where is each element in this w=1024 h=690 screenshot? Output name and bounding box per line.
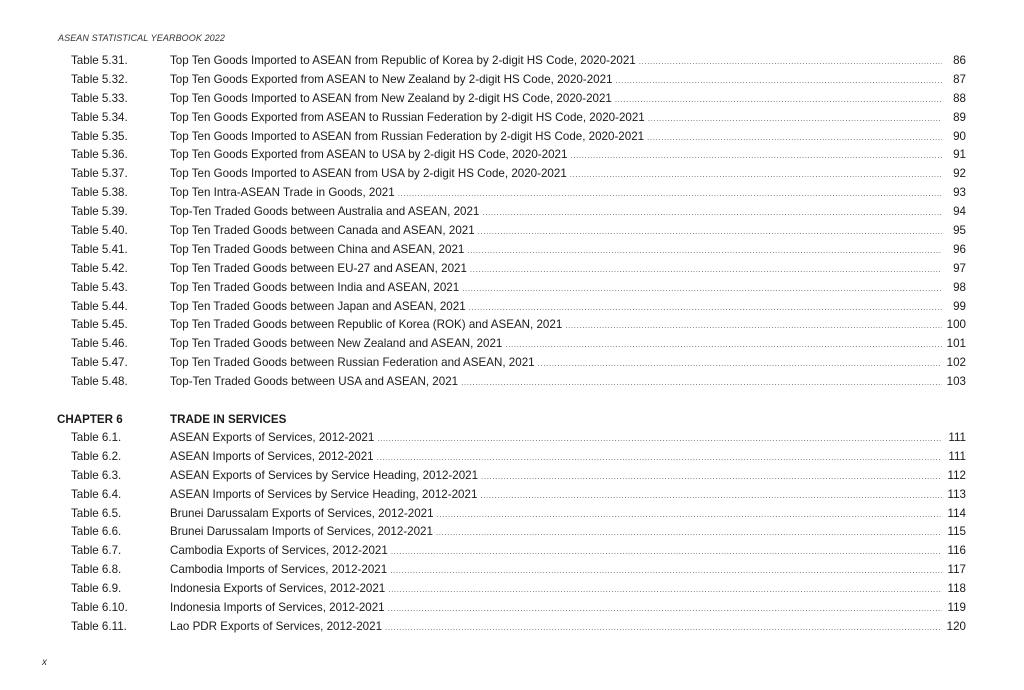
dot-leader: [436, 524, 942, 543]
table-title: Top Ten Traded Goods between Canada and ASEAN, 2021: [170, 224, 475, 238]
toc-entry[interactable]: [0, 279, 1024, 298]
table-title: Indonesia Exports of Services, 2012-2021: [170, 582, 386, 596]
dot-leader: [647, 129, 942, 148]
table-number: Table 5.33.: [71, 91, 128, 105]
dot-leader: [385, 619, 942, 638]
table-title: Top Ten Traded Goods between India and ASEAN, 2021: [170, 280, 460, 294]
table-number: Table 5.41.: [71, 242, 128, 256]
dot-leader: [437, 506, 942, 525]
table-title: Cambodia Imports of Services, 2012-2021: [170, 563, 388, 577]
table-number: Table 5.32.: [71, 72, 128, 86]
toc-entry[interactable]: [0, 203, 1024, 222]
table-title: Top Ten Traded Goods between China and ASEAN, 2021: [170, 242, 465, 256]
table-number: Table 5.37.: [71, 167, 128, 181]
page-ref: 111: [948, 449, 966, 463]
table-number: Table 5.34.: [71, 110, 128, 124]
toc-entry[interactable]: [0, 467, 1024, 486]
toc-entry[interactable]: [0, 580, 1024, 599]
dot-leader: [390, 562, 942, 581]
table-title: Top Ten Goods Exported from ASEAN to Russian Federation by 2-digit HS Code, 2020-2021: [170, 110, 645, 124]
table-number: Table 6.1.: [71, 431, 122, 445]
dot-leader: [505, 336, 942, 355]
toc-entry[interactable]: [0, 429, 1024, 448]
toc-entry[interactable]: [0, 165, 1024, 184]
chapter-spacer: [0, 392, 1024, 410]
table-number: Table 6.4.: [71, 487, 122, 501]
table-number: Table 5.48.: [71, 375, 128, 389]
dot-leader: [615, 91, 942, 110]
table-number: Table 5.38.: [71, 186, 128, 200]
page-ref: 117: [947, 563, 966, 577]
toc-entry[interactable]: [0, 486, 1024, 505]
table-title: ASEAN Exports of Services, 2012-2021: [170, 431, 375, 445]
toc-entry[interactable]: [0, 618, 1024, 637]
toc-entry[interactable]: [0, 241, 1024, 260]
page-ref: 99: [953, 299, 966, 313]
table-title: Top Ten Traded Goods between Russian Federation and ASEAN, 2021: [170, 356, 535, 370]
dot-leader: [481, 468, 942, 487]
table-number: Table 5.36.: [71, 148, 128, 162]
toc-entry[interactable]: [0, 71, 1024, 90]
table-number: Table 5.43.: [71, 280, 128, 294]
table-title: Top Ten Traded Goods between Japan and ASEAN, 2021: [170, 299, 466, 313]
page-ref: 91: [953, 148, 966, 162]
table-title: Top Ten Goods Imported to ASEAN from Russian Federation by 2-digit HS Code, 2020-2021: [170, 129, 645, 143]
table-number: Table 5.47.: [71, 356, 128, 370]
dot-leader: [398, 185, 942, 204]
page-ref: 115: [947, 525, 966, 539]
toc-entry[interactable]: [0, 505, 1024, 524]
page-ref: 103: [946, 375, 966, 389]
table-title: Brunei Darussalam Imports of Services, 2012-2021: [170, 525, 433, 539]
dot-leader: [469, 299, 942, 318]
table-title: Top-Ten Traded Goods between Australia and ASEAN, 2021: [170, 205, 480, 219]
dot-leader: [648, 110, 942, 129]
table-title: Top Ten Traded Goods between EU-27 and ASEAN, 2021: [170, 261, 467, 275]
toc-entry[interactable]: [0, 335, 1024, 354]
page-ref: 97: [953, 261, 966, 275]
page-ref: 112: [947, 468, 966, 482]
dot-leader: [565, 317, 942, 336]
table-title: Top Ten Traded Goods between Republic of Korea (ROK) and ASEAN, 2021: [170, 318, 563, 332]
dot-leader: [616, 72, 942, 91]
dot-leader: [570, 166, 942, 185]
table-title: Indonesia Imports of Services, 2012-2021: [170, 601, 385, 615]
running-header: ASEAN STATISTICAL YEARBOOK 2022: [58, 33, 225, 43]
page-ref: 87: [953, 72, 966, 86]
table-number: Table 5.35.: [71, 129, 128, 143]
page-ref: 100: [946, 318, 966, 332]
page-ref: 95: [953, 224, 966, 238]
page-ref: 118: [947, 582, 966, 596]
page-ref: 120: [946, 619, 966, 633]
toc-entry[interactable]: [0, 146, 1024, 165]
dot-leader: [480, 487, 942, 506]
page-ref: 116: [947, 544, 966, 558]
table-number: Table 5.31.: [71, 54, 128, 67]
chapter-label: CHAPTER 6: [57, 413, 123, 427]
toc-entry[interactable]: [0, 222, 1024, 241]
table-title: Cambodia Exports of Services, 2012-2021: [170, 544, 388, 558]
page-ref: 96: [953, 242, 966, 256]
table-number: Table 6.6.: [71, 525, 122, 539]
dot-leader: [482, 204, 942, 223]
table-title: ASEAN Imports of Services, 2012-2021: [170, 449, 374, 463]
page-number: x: [42, 657, 47, 668]
dot-leader: [461, 374, 942, 393]
page-ref: 89: [953, 110, 966, 124]
dot-leader: [538, 355, 942, 374]
table-number: Table 6.11.: [71, 619, 127, 633]
table-number: Table 6.8.: [71, 563, 122, 577]
dot-leader: [467, 242, 942, 261]
table-title: Top Ten Goods Imported to ASEAN from Republic of Korea by 2-digit HS Code, 2020-2021: [170, 54, 636, 67]
toc-entry[interactable]: [0, 260, 1024, 279]
table-title: Top Ten Goods Imported to ASEAN from USA by 2-digit HS Code, 2020-2021: [170, 167, 567, 181]
dot-leader: [388, 600, 942, 619]
table-title: Top Ten Goods Exported from ASEAN to USA by 2-digit HS Code, 2020-2021: [170, 148, 568, 162]
table-number: Table 5.42.: [71, 261, 128, 275]
toc-entry[interactable]: [0, 90, 1024, 109]
page-ref: 114: [947, 506, 966, 520]
page-ref: 119: [947, 601, 966, 615]
table-title: Brunei Darussalam Exports of Services, 2012-2021: [170, 506, 434, 520]
table-title: Top Ten Intra-ASEAN Trade in Goods, 2021: [170, 186, 395, 200]
table-title: Lao PDR Exports of Services, 2012-2021: [170, 619, 383, 633]
page-ref: 102: [946, 356, 966, 370]
toc-entry[interactable]: [0, 448, 1024, 467]
dot-leader: [639, 53, 942, 72]
chapter-6-heading[interactable]: [0, 410, 1024, 429]
table-title: Top Ten Goods Exported from ASEAN to New Zealand by 2-digit HS Code, 2020-2021: [170, 72, 613, 86]
table-of-contents: [0, 52, 1024, 637]
chapter-6-table-list: [0, 429, 1024, 637]
table-number: Table 5.39.: [71, 205, 128, 219]
toc-entry[interactable]: [0, 128, 1024, 147]
page-ref: 88: [953, 91, 966, 105]
toc-entry[interactable]: [0, 316, 1024, 335]
page-ref: 101: [946, 337, 966, 351]
dot-leader: [570, 147, 942, 166]
page-ref: 86: [953, 54, 966, 67]
table-title: ASEAN Exports of Services by Service Heading, 2012-2021: [170, 468, 479, 482]
toc-entry[interactable]: [0, 373, 1024, 392]
toc-entry[interactable]: [0, 298, 1024, 317]
page-ref: 113: [947, 487, 966, 501]
table-number: Table 5.46.: [71, 337, 128, 351]
table-number: Table 5.45.: [71, 318, 128, 332]
toc-entry[interactable]: [0, 542, 1024, 561]
dot-leader: [377, 449, 942, 468]
dot-leader: [478, 223, 942, 242]
toc-entry[interactable]: [0, 561, 1024, 580]
page-ref: 90: [953, 129, 966, 143]
toc-entry[interactable]: [0, 52, 1024, 71]
table-number: Table 6.3.: [71, 468, 122, 482]
table-title: ASEAN Imports of Services by Service Heading, 2012-2021: [170, 487, 478, 501]
dot-leader: [391, 543, 942, 562]
dot-leader: [388, 581, 942, 600]
dot-leader: [462, 280, 942, 299]
table-title: Top Ten Goods Imported to ASEAN from New Zealand by 2-digit HS Code, 2020-2021: [170, 91, 612, 105]
table-title: Top Ten Traded Goods between New Zealand and ASEAN, 2021: [170, 337, 503, 351]
chapter-5-table-list: [0, 52, 1024, 392]
toc-entry[interactable]: [0, 599, 1024, 618]
chapter-title: TRADE IN SERVICES: [170, 413, 287, 427]
toc-entry[interactable]: [0, 109, 1024, 128]
page-ref: 93: [953, 186, 966, 200]
table-number: Table 6.10.: [71, 601, 128, 615]
page-ref: 92: [953, 167, 966, 181]
dot-leader: [470, 261, 942, 280]
page-ref: 111: [948, 431, 966, 445]
dot-leader: [377, 430, 942, 449]
page-ref: 98: [953, 280, 966, 294]
table-number: Table 5.40.: [71, 224, 128, 238]
table-title: Top-Ten Traded Goods between USA and ASEAN, 2021: [170, 375, 459, 389]
table-number: Table 6.9.: [71, 582, 122, 596]
table-number: Table 6.5.: [71, 506, 122, 520]
toc-entry[interactable]: [0, 184, 1024, 203]
table-number: Table 6.7.: [71, 544, 122, 558]
toc-entry[interactable]: [0, 523, 1024, 542]
toc-entry[interactable]: [0, 354, 1024, 373]
table-number: Table 6.2.: [71, 449, 122, 463]
page-ref: 94: [953, 205, 966, 219]
table-number: Table 5.44.: [71, 299, 128, 313]
